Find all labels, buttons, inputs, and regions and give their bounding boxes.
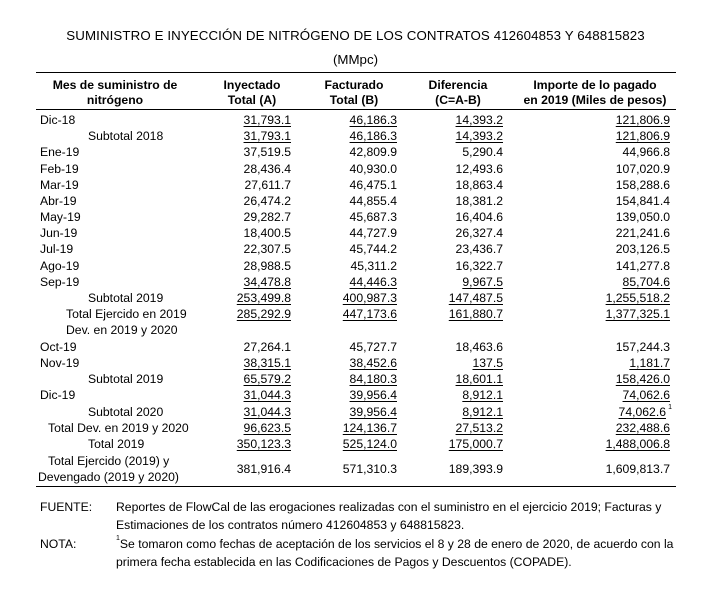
table-row-subtotal: [0, 371, 711, 387]
cell-injected: 22,307.5: [243, 242, 291, 256]
table-row-grand-total: [0, 453, 711, 487]
cell-amount: 221,241.6: [615, 226, 670, 240]
cell-injected: 27,611.7: [244, 178, 291, 192]
cell-billed: 39,956.4: [349, 388, 397, 402]
cell-injected: 96,623.5: [243, 421, 291, 435]
cell-billed: 40,930.0: [349, 162, 397, 176]
row-label: Nov-19: [40, 356, 80, 370]
header-month-line2: nitrógeno: [86, 93, 144, 107]
cell-difference: 147,487.5: [448, 291, 503, 305]
row-label: Mar-19: [40, 178, 79, 192]
cell-amount: 1,255,518.2: [605, 291, 670, 305]
header-difference-line1: Diferencia: [428, 78, 488, 92]
cell-billed: 42,809.9: [349, 145, 397, 159]
cell-amount: 121,806.9: [615, 129, 670, 143]
table-row-subtotal: [0, 404, 711, 420]
cell-amount: 232,488.6: [615, 421, 670, 435]
cell-injected: 28,988.5: [243, 259, 291, 273]
cell-billed: 571,310.3: [342, 462, 397, 476]
cell-amount: 107,020.9: [615, 162, 670, 176]
cell-amount: 44,966.8: [622, 145, 670, 159]
cell-difference: 27,513.2: [455, 421, 503, 435]
cell-difference: 18,463.6: [455, 340, 503, 354]
cell-amount: 1,181.7: [629, 356, 670, 370]
row-label: Feb-19: [40, 162, 79, 176]
cell-difference: 137.5: [472, 356, 503, 370]
table-row-total: [0, 436, 711, 452]
cell-difference: 175,000.7: [448, 437, 503, 451]
cell-injected: 65,579.2: [243, 372, 291, 386]
row-label: Subtotal 2020: [88, 405, 164, 419]
cell-difference: 161,880.7: [448, 307, 503, 321]
cell-amount: 154,841.4: [615, 194, 670, 208]
cell-amount: 158,426.0: [615, 372, 670, 386]
cell-injected: 26,474.2: [243, 194, 291, 208]
source-text-line2: Estimaciones de los contratos número 412604853 y 648815823.: [116, 518, 465, 532]
table-row: [0, 339, 711, 355]
header-amount-paid: [516, 78, 674, 108]
header-amount-line2: en 2019 (Miles de pesos): [523, 93, 667, 107]
cell-injected: 28,436.4: [243, 162, 291, 176]
cell-billed: 46,186.3: [349, 113, 397, 127]
cell-billed: 45,744.2: [349, 242, 397, 256]
cell-injected: 29,282.7: [243, 210, 291, 224]
cell-amount: 158,288.6: [615, 178, 670, 192]
note-text-line1: [116, 535, 676, 553]
cell-billed: 525,124.0: [342, 437, 397, 451]
page-title: SUMINISTRO E INYECCIÓN DE NITRÓGENO DE LOS CONTRATOS 412604853 Y 648815823: [66, 28, 645, 43]
row-label: Total Ejercido en 2019: [66, 307, 187, 321]
source-text-line1: Reportes de FlowCal de las erogaciones realizadas con el suministro en el ejercicio 2019; Facturas y: [116, 500, 662, 514]
note-key: NOTA:: [40, 537, 77, 551]
table-row: [0, 387, 711, 403]
row-label: Jun-19: [40, 226, 78, 240]
cell-amount: 1,377,325.1: [605, 307, 670, 321]
table-row-subtotal: [0, 290, 711, 306]
header-injected-line1: Inyectado: [223, 78, 281, 92]
footnote-marker: 1: [668, 404, 672, 411]
header-difference-line2: (C=A-B): [435, 93, 481, 107]
cell-difference: 8,912.1: [462, 405, 503, 419]
row-label: Abr-19: [40, 194, 77, 208]
cell-amount: 1,488,006.8: [605, 437, 670, 451]
cell-amount: 121,806.9: [615, 113, 670, 127]
cell-billed: 124,136.7: [342, 421, 397, 435]
row-label: Dic-18: [40, 113, 76, 127]
table-row: [0, 209, 711, 225]
header-injected-line2: Total (A): [227, 93, 277, 107]
row-label: Subtotal 2018: [88, 129, 164, 143]
row-label-line2: Devengado (2019 y 2020): [38, 470, 179, 484]
cell-billed: 45,311.2: [350, 259, 397, 273]
cell-injected: 350,123.3: [236, 437, 291, 451]
source-note: [40, 498, 680, 534]
cell-injected: 31,044.3: [243, 388, 291, 402]
cell-difference: 9,967.5: [462, 275, 503, 289]
cell-billed: 46,186.3: [349, 129, 397, 143]
cell-amount: 139,050.0: [615, 210, 670, 224]
cell-injected: 38,315.1: [243, 356, 291, 370]
cell-billed: 44,727.9: [349, 226, 397, 240]
cell-billed: 44,855.4: [349, 194, 397, 208]
row-label: Dev. en 2019 y 2020: [66, 323, 178, 337]
cell-difference: 14,393.2: [455, 113, 503, 127]
cell-billed: 84,180.3: [349, 372, 397, 386]
cell-injected: 285,292.9: [236, 307, 291, 321]
cell-billed: 400,987.3: [342, 291, 397, 305]
cell-amount: 141,277.8: [615, 259, 670, 273]
note-text-line2: primera fecha establecida en las Codificaciones de Pagos y Descuentos (COPADE).: [116, 555, 572, 569]
table-row: [0, 177, 711, 193]
cell-injected: 31,044.3: [243, 405, 291, 419]
cell-injected: 31,793.1: [243, 113, 291, 127]
cell-billed: 44,446.3: [349, 275, 397, 289]
cell-difference: 23,436.7: [455, 242, 503, 256]
header-month-line1: Mes de suministro de: [52, 78, 178, 92]
row-label-line1: Total Ejercido (2019) y: [48, 454, 170, 468]
row-label: Dic-19: [40, 388, 76, 402]
cell-injected: 253,499.8: [236, 291, 291, 305]
cell-difference: 18,863.4: [455, 178, 503, 192]
cell-amount: 157,244.3: [615, 340, 670, 354]
row-label: Ene-19: [40, 145, 80, 159]
table-row: [0, 355, 711, 371]
header-amount-line1: Importe de lo pagado: [533, 78, 657, 92]
footnote: [40, 535, 680, 571]
cell-amount: 85,704.6: [622, 275, 670, 289]
row-label: Total Dev. en 2019 y 2020: [48, 421, 189, 435]
note-marker: 1: [116, 535, 120, 542]
cell-difference: 12,493.6: [455, 162, 503, 176]
table-row: [0, 274, 711, 290]
row-label: Ago-19: [40, 259, 80, 273]
cell-difference: 5,290.4: [462, 145, 503, 159]
table-row: [0, 161, 711, 177]
cell-difference: 189,393.9: [448, 462, 503, 476]
cell-amount: 203,126.5: [615, 242, 670, 256]
cell-amount: 1,609,813.7: [605, 462, 670, 476]
cell-billed: 38,452.6: [349, 356, 397, 370]
cell-difference: 26,327.4: [455, 226, 503, 240]
row-label: May-19: [40, 210, 81, 224]
cell-amount: 74,062.6: [622, 388, 670, 402]
row-label: Jul-19: [40, 242, 74, 256]
row-label: Oct-19: [40, 340, 77, 354]
cell-injected: 34,478.8: [243, 275, 291, 289]
cell-difference: 16,322.7: [455, 259, 503, 273]
table-row-section: [0, 322, 711, 338]
header-billed-line2: Total (B): [329, 93, 379, 107]
cell-injected: 381,916.4: [236, 462, 291, 476]
table-row: [0, 144, 711, 160]
cell-injected: 31,793.1: [243, 129, 291, 143]
page-subtitle: (MMpc): [332, 52, 379, 67]
cell-difference: 14,393.2: [455, 129, 503, 143]
cell-billed: 45,727.7: [349, 340, 397, 354]
table-row-total: [0, 420, 711, 436]
table-top-rule: [36, 72, 676, 73]
row-label: Subtotal 2019: [88, 291, 164, 305]
header-difference: [418, 78, 498, 108]
cell-amount: 74,062.6: [618, 405, 666, 419]
cell-injected: 37,519.5: [243, 145, 291, 159]
header-injected: [212, 78, 292, 108]
cell-billed: 46,475.1: [349, 178, 397, 192]
cell-difference: 16,404.6: [455, 210, 503, 224]
cell-injected: 18,400.5: [243, 226, 291, 240]
header-month: [40, 78, 190, 108]
table-row: [0, 193, 711, 209]
cell-billed: 45,687.3: [349, 210, 397, 224]
cell-billed: 39,956.4: [349, 405, 397, 419]
table-row: [0, 225, 711, 241]
table-row: [0, 241, 711, 257]
cell-injected: 27,264.1: [243, 340, 291, 354]
table-row-subtotal: [0, 128, 711, 144]
row-label: Total 2019: [88, 437, 145, 451]
header-rule: [36, 109, 676, 110]
row-label: Sep-19: [40, 275, 80, 289]
cell-billed: 447,173.6: [342, 307, 397, 321]
cell-difference: 18,381.2: [455, 194, 503, 208]
note-line1: Se tomaron como fechas de aceptación de los servicios el 8 y 28 de enero de 2020, de acuerdo con la: [119, 537, 674, 551]
header-billed: [314, 78, 394, 108]
cell-difference: 8,912.1: [462, 388, 503, 402]
table-row: [0, 112, 711, 128]
row-label: Subtotal 2019: [88, 372, 164, 386]
source-key: FUENTE:: [40, 500, 93, 514]
cell-difference: 18,601.1: [455, 372, 503, 386]
table-bottom-rule: [36, 486, 676, 487]
table-row-total: [0, 306, 711, 322]
header-billed-line1: Facturado: [324, 78, 384, 92]
table-row: [0, 258, 711, 274]
